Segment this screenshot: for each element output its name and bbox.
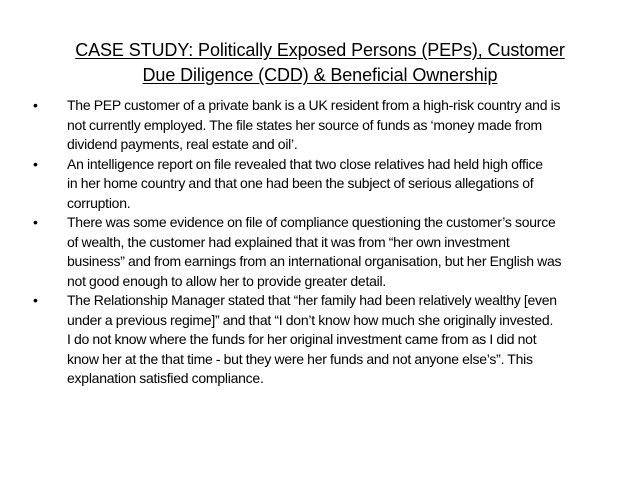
bullet-text-line: corruption. — [67, 194, 131, 211]
bullet-text-line: The PEP customer of a private bank is a UK resident from a high-risk country and is — [67, 97, 561, 113]
slide-title-line-1: CASE STUDY: Politically Exposed Persons (PEPs), Customer — [75, 40, 565, 60]
bullet-item-3 — [33, 213, 613, 291]
bullet-list — [33, 96, 613, 389]
slide-title-line-2: Due Diligence (CDD) & Beneficial Ownership — [142, 65, 498, 85]
bullet-text-line: not currently employed. The file states her source of funds as ‘money made from — [67, 116, 542, 133]
bullet-dot-icon: • — [33, 155, 38, 172]
bullet-text-line: The Relationship Manager stated that “her family had been relatively wealthy [even — [67, 292, 557, 308]
bullet-dot-icon: • — [33, 214, 38, 230]
bullet-dot-icon: • — [33, 97, 38, 113]
bullet-item-1 — [33, 96, 613, 155]
bullet-text-line: explanation satisfied compliance. — [67, 370, 264, 386]
bullet-text-line: under a previous regime]” and that “I don’t know how much she originally invested. — [67, 311, 554, 328]
bullet-text-line: know her at the that time - but they were her funds and not anyone else’s”. This — [67, 350, 533, 367]
bullet-item-4 — [33, 291, 613, 389]
bullet-text-line: business” and from earnings from an international organisation, but her English was — [67, 253, 562, 269]
bullet-item-2 — [33, 155, 613, 214]
bullet-text-line: dividend payments, real estate and oil’. — [67, 136, 298, 152]
bullet-text-line: There was some evidence on file of compliance questioning the customer’s source — [67, 214, 556, 230]
bullet-text-line: I do not know where the funds for her original investment came from as I did not — [67, 331, 537, 347]
bullet-text-line: An intelligence report on file revealed that two close relatives had held high office — [67, 155, 543, 172]
bullet-text-line: of wealth, the customer had explained that it was from “her own investment — [67, 233, 510, 250]
bullet-text-line: in her home country and that one had been the subject of serious allegations of — [67, 175, 534, 191]
bullet-text-line: not good enough to allow her to provide greater detail. — [67, 272, 387, 289]
bullet-dot-icon: • — [33, 292, 38, 308]
slide-title — [40, 38, 600, 88]
